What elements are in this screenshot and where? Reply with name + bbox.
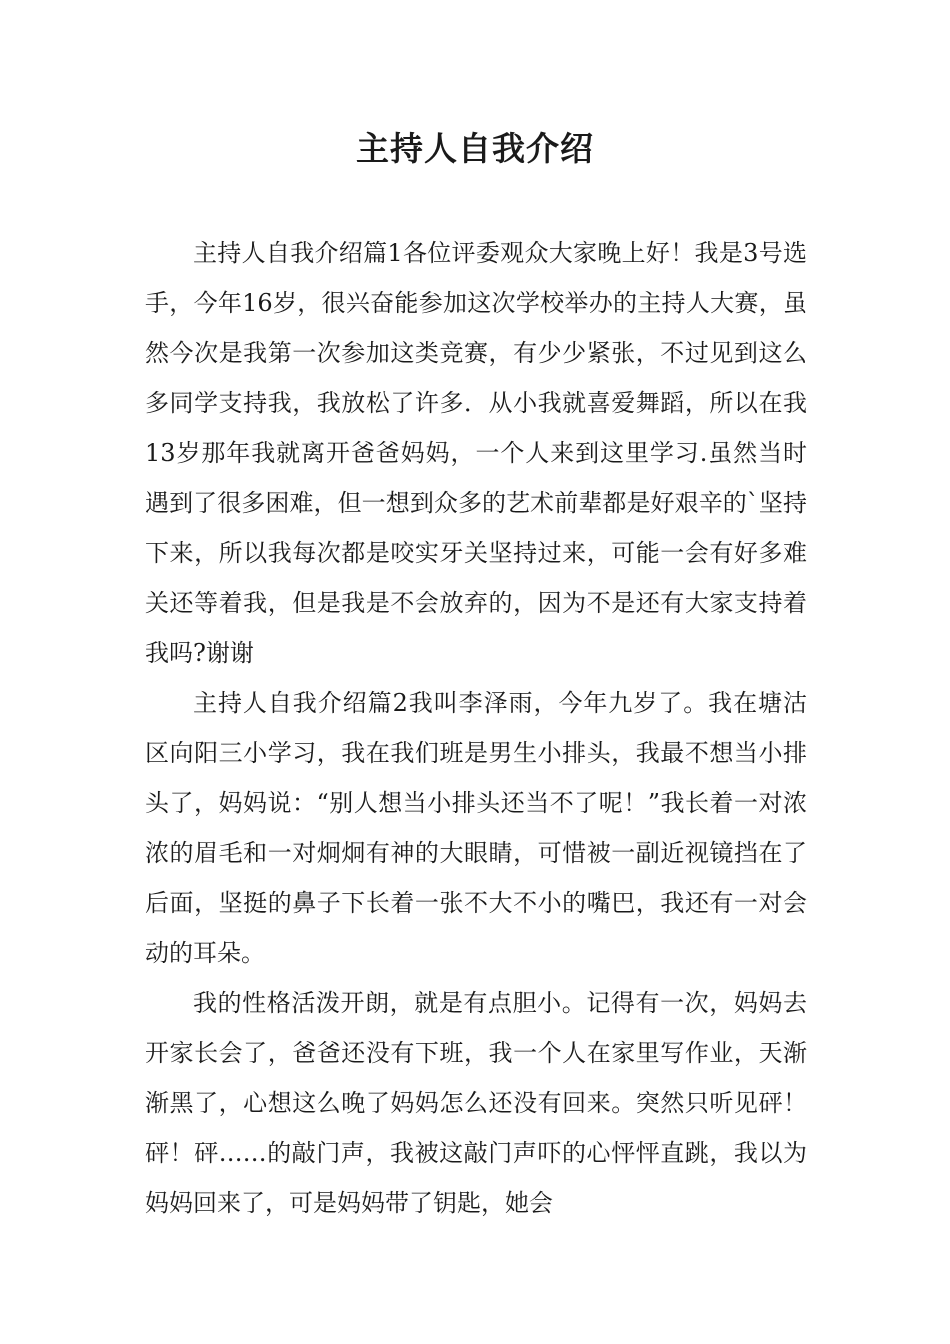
- paragraph-1: 主持人自我介绍篇1各位评委观众大家晚上好！我是3号选手，今年16岁，很兴奋能参加这次学校举办的主持人大赛，虽然今次是我第一次参加这类竞赛，有少少紧张，不过见到这么多同学支持我，我放松了许多．从小我就喜爱舞蹈，所以在我13岁那年我就离开爸爸妈妈，一个人来到这里学习.虽然当时遇到了很多困难，但一想到众多的艺术前辈都是好艰辛的`坚持下来，所以我每次都是咬实牙关坚持过来，可能一会有好多难关还等着我，但是我是不会放弃的，因为不是还有大家支持着我吗?谢谢: [145, 239, 807, 667]
- paragraph-3: 我的性格活泼开朗，就是有点胆小。记得有一次，妈妈去开家长会了，爸爸还没有下班，我一个人在家里写作业，天渐渐黑了，心想这么晚了妈妈怎么还没有回来。突然只听见砰！砰！砰……的敲门声，我被这敲门声吓的心怦怦直跳，我以为妈妈回来了，可是妈妈带了钥匙，她会: [145, 989, 807, 1217]
- document-body: [145, 228, 807, 1228]
- document-title: 主持人自我介绍: [356, 129, 594, 168]
- paragraph-2: 主持人自我介绍篇2我叫李泽雨，今年九岁了。我在塘沽区向阳三小学习，我在我们班是男生小排头，我最不想当小排头了，妈妈说：“别人想当小排头还当不了呢！”我长着一对浓浓的眉毛和一对炯炯有神的大眼睛，可惜被一副近视镜挡在了后面，坚挺的鼻子下长着一张不大不小的嘴巴，我还有一对会动的耳朵。: [145, 689, 807, 967]
